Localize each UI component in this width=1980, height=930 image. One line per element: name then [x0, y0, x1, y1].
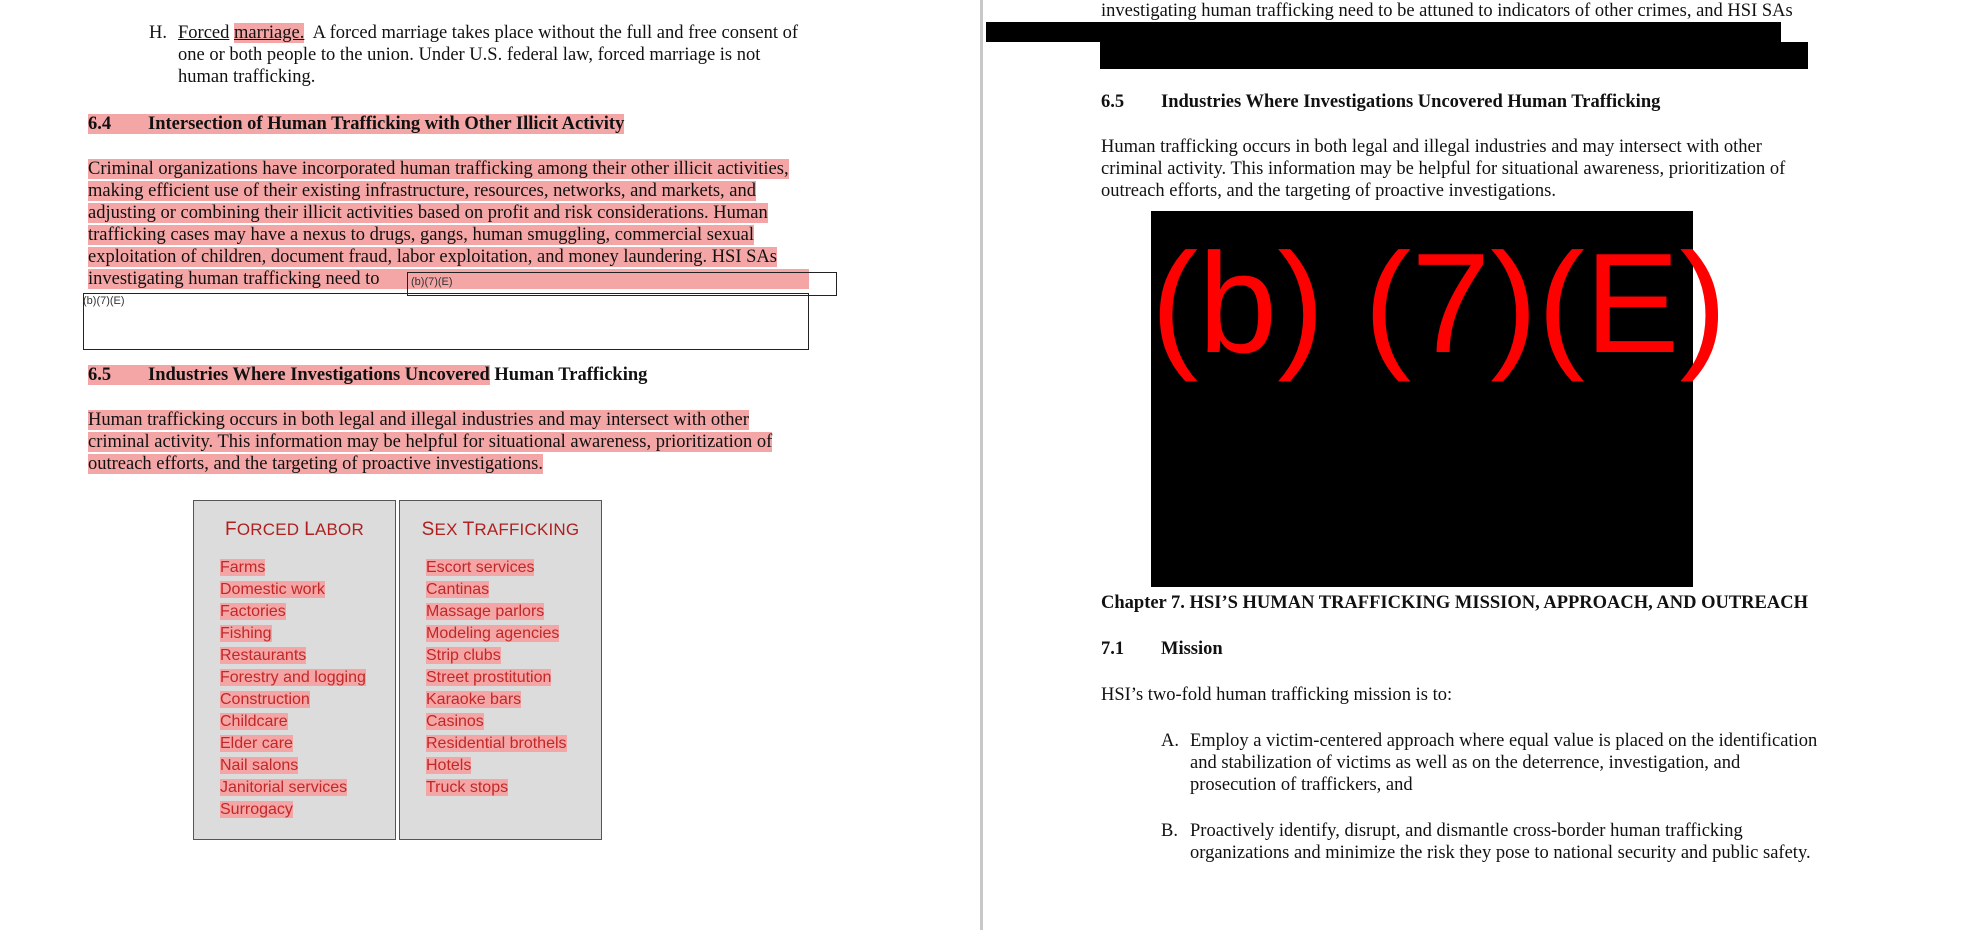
list-item-h-line-2: one or both people to the union. Under U.S. federal law, forced marriage is not	[178, 45, 761, 65]
paragraph-line: outreach efforts, and the targeting of proactive investigations.	[88, 454, 543, 474]
list-item: Domestic work	[220, 581, 325, 598]
redaction-block	[1151, 211, 1727, 587]
list-item: Escort services	[426, 559, 535, 576]
paragraph-line: adjusting or combining their illicit activities based on profit and risk considerations. Human	[88, 203, 768, 223]
section-number: 7.1	[1101, 639, 1125, 659]
list-item: Surrogacy	[220, 801, 293, 818]
list-item: Truck stops	[426, 779, 509, 796]
list-item: Fishing	[220, 625, 272, 642]
list-item-line: organizations and minimize the risk they pose to national security and public safety.	[1190, 843, 1811, 863]
section-heading-6-5	[1101, 91, 1660, 113]
list-item: Modeling agencies	[426, 625, 560, 642]
section-title-part: Human Trafficking	[494, 365, 648, 385]
section-number: 6.5	[1101, 92, 1125, 112]
section-title: Mission	[1161, 639, 1223, 659]
paragraph-line: investigating human trafficking need to	[88, 268, 809, 290]
term-forced: Forced	[178, 23, 230, 43]
list-letter: A.	[1161, 731, 1179, 751]
list-item: Cantinas	[426, 581, 490, 598]
item-h-text: A forced marriage takes place without the full and free consent of	[312, 23, 799, 43]
list-item-line: Employ a victim-centered approach where equal value is placed on the identification	[1190, 731, 1818, 751]
list-letter: H.	[149, 23, 167, 43]
list-item: Janitorial services	[220, 779, 348, 796]
list-item-line: prosecution of traffickers, and	[1190, 775, 1413, 795]
paragraph-line: trafficking cases may have a nexus to drugs, gangs, human smuggling, commercial sexual	[88, 225, 754, 245]
paragraph-line: criminal activity. This information may be helpful for situational awareness, prioritization of	[1101, 159, 1786, 179]
paragraph-line: outreach efforts, and the targeting of proactive investigations.	[1101, 181, 1556, 201]
page-divider	[980, 0, 983, 930]
forced-labor-box	[193, 500, 396, 840]
left-document-page	[0, 0, 980, 930]
section-title-part: Industries Where Investigations Uncovered	[148, 365, 490, 385]
redaction-label: (b)(7)(E)	[83, 295, 125, 307]
section-title: Industries Where Investigations Uncovered Human Trafficking	[1161, 92, 1661, 112]
list-item-h	[149, 22, 167, 44]
redaction-label: (b) (7)(E)	[1151, 224, 1727, 383]
list-item: Street prostitution	[426, 669, 552, 686]
list-letter: B.	[1161, 821, 1178, 841]
list-item: Restaurants	[220, 647, 307, 664]
list-item-h-line-1	[178, 22, 798, 44]
paragraph-line: investigating human trafficking need to be attuned to indicators of other crimes, and HSI SAs	[1101, 1, 1793, 21]
paragraph-line: Human trafficking occurs in both legal and illegal industries and may intersect with other	[88, 410, 749, 430]
paragraph-line: Human trafficking occurs in both legal and illegal industries and may intersect with other	[1101, 137, 1762, 157]
list-item: Elder care	[220, 735, 293, 752]
list-item: Hotels	[426, 757, 472, 774]
paragraph-line: HSI’s two-fold human trafficking mission is to:	[1101, 685, 1453, 705]
redaction-block	[1356, 22, 1781, 42]
list-item-line: and stabilization of victims as well as on the deterrence, investigation, and	[1190, 753, 1741, 773]
list-item: Childcare	[220, 713, 288, 730]
section-number: 6.5	[88, 365, 112, 385]
paragraph-line: criminal activity. This information may be helpful for situational awareness, prioritization of	[88, 432, 773, 452]
list-item-h-line-3: human trafficking.	[178, 67, 316, 87]
section-number: 6.4	[88, 114, 112, 134]
list-item-line: Proactively identify, disrupt, and dismantle cross-border human trafficking	[1190, 821, 1743, 841]
list-item: Casinos	[426, 713, 484, 730]
redaction-label: (b)(7)(E)	[411, 276, 453, 288]
redaction-box	[83, 293, 809, 350]
box-title-forced-labor: FORCED LABOR	[225, 519, 364, 540]
list-item: Karaoke bars	[426, 691, 522, 708]
chapter-heading: Chapter 7. HSI’S HUMAN TRAFFICKING MISSION, APPROACH, AND OUTREACH	[1101, 593, 1808, 613]
paragraph-line: exploitation of children, document fraud, labor exploitation, and money laundering. HSI SAs	[88, 247, 777, 267]
sex-trafficking-box	[399, 500, 602, 840]
list-item: Factories	[220, 603, 286, 620]
list-item: Residential brothels	[426, 735, 567, 752]
list-item: Construction	[220, 691, 310, 708]
section-heading-6-5	[88, 364, 647, 386]
section-title: Intersection of Human Trafficking with Other Illicit Activity	[148, 114, 625, 134]
list-item: Massage parlors	[426, 603, 545, 620]
term-marriage: marriage.	[234, 23, 305, 43]
section-heading-7-1	[1101, 638, 1223, 660]
right-document-page	[986, 0, 1980, 930]
box-title-sex-trafficking: SEX TRAFFICKING	[421, 519, 580, 540]
list-item: Forestry and logging	[220, 669, 366, 686]
forced-labor-list	[220, 557, 366, 821]
list-item: Farms	[220, 559, 266, 576]
paragraph-line: making efficient use of their existing infrastructure, resources, networks, and markets, and	[88, 181, 757, 201]
section-heading-6-4	[88, 113, 624, 135]
list-item: Strip clubs	[426, 647, 501, 664]
redaction-block	[1100, 42, 1808, 69]
list-item: Nail salons	[220, 757, 299, 774]
paragraph-line: Criminal organizations have incorporated human trafficking among their other illicit activities,	[88, 159, 789, 179]
sex-trafficking-list	[426, 557, 567, 799]
